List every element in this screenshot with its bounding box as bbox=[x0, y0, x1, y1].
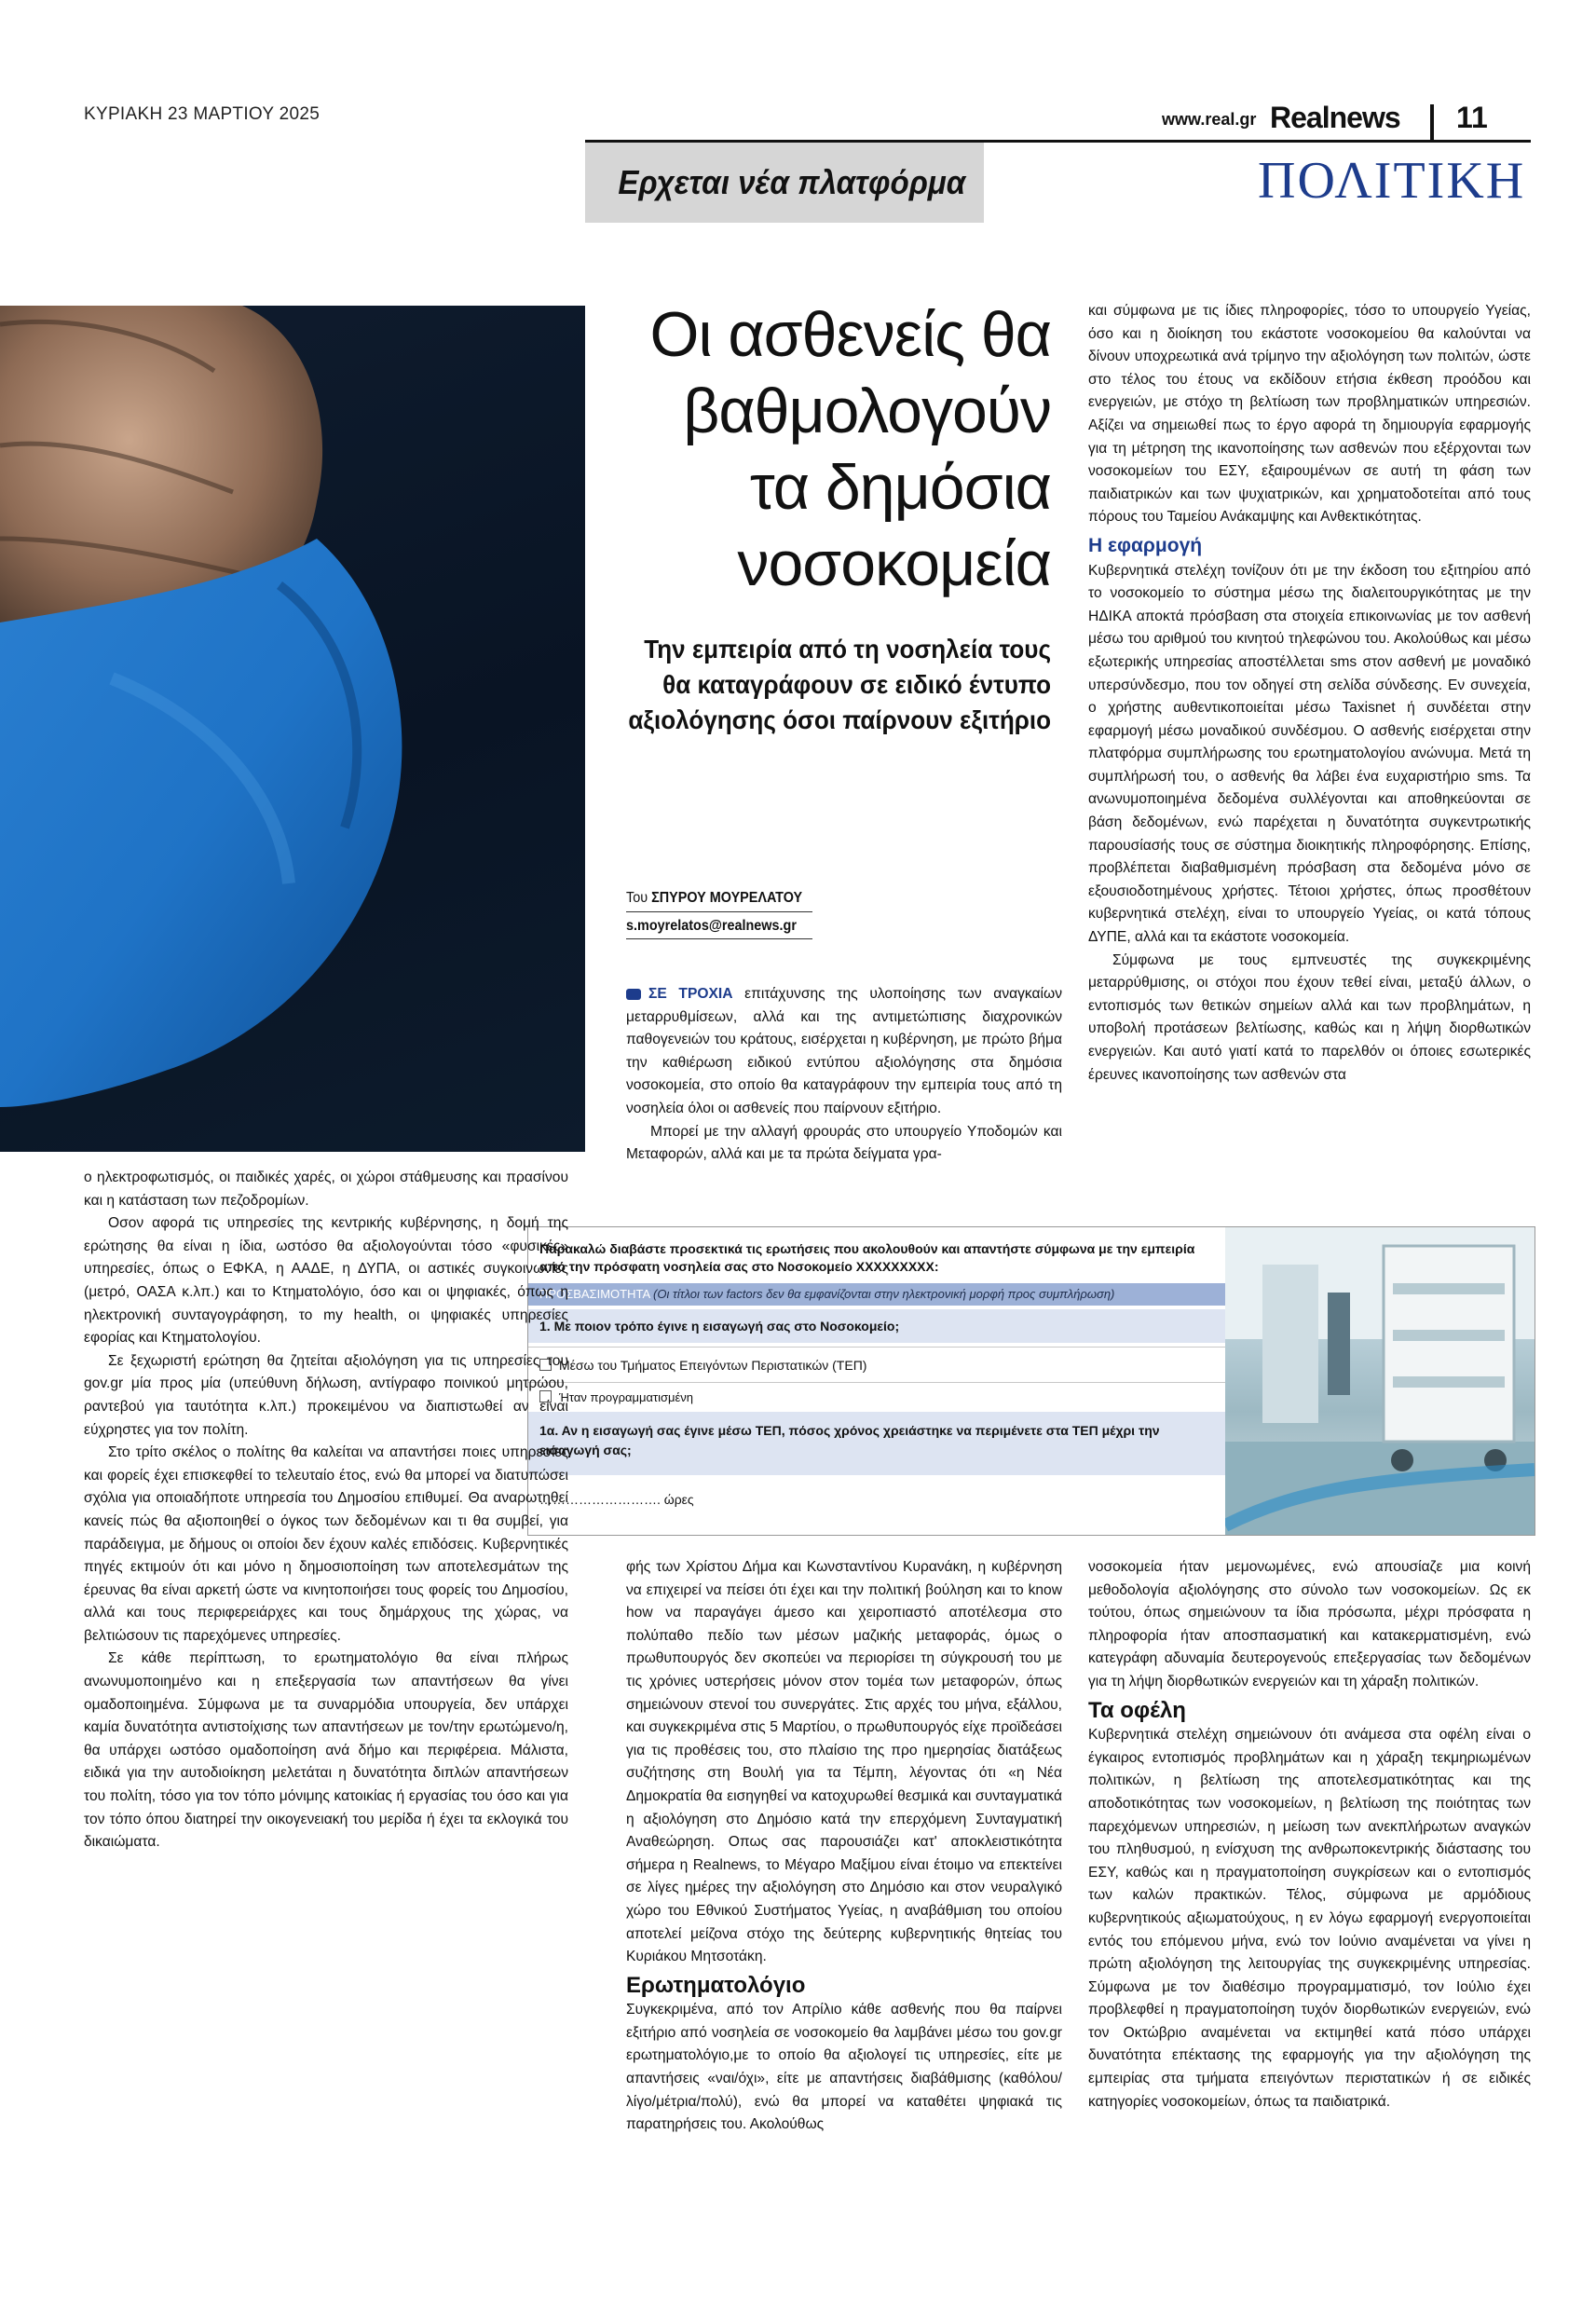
option-label: Ήταν προγραμματισμένη bbox=[559, 1390, 694, 1404]
questionnaire-sample bbox=[527, 1226, 1535, 1536]
form-option[interactable] bbox=[528, 1386, 1225, 1412]
subhead-line: θα καταγράφουν σε ειδικό έντυπο bbox=[662, 670, 1051, 699]
lead-text: επιτάχυνσης της υλοποίησης των αναγκαίων μεταρρυθμίσεων, αλλά και της αντιμετώπισης διαχρονικών παθογενειών του κράτους, εισέρχεται η κυβέρνηση, με πρώτο βήμα την καθιέρωση ειδικού εντύπου αξιολόγησης στα δημόσια νοσοκομεία, στο οποίο θα καταγράφουν την εμπειρία τους από τη νοσηλεία όλοι οι ασθενείς που παίρνουν εξιτήριο. bbox=[626, 986, 1062, 1116]
paragraph: Κυβερνητικά στελέχη τονίζουν ότι με την έκδοση του εξιτηρίου από το νοσοκομείο το σύστημα μέσω της διαλειτουργικότητας με την ΗΔΙΚΑ αποκτά πρόσβαση στα στοιχεία επικοινωνίας με τον ασθενή μέσω του αριθμού του κινητού τηλεφώνου του. Ακολούθως και μέσω εξωτερικής υπηρεσίας αποστέλλεται sms στον ασθενή με μοναδικό υπερσύνδεσμο, που τον οδηγεί στη σελίδα σύνδεσης. Εν συνεχεία, ο χρήστης αυθεντικοποιείται μέσω Taxisnet ή συνδέεται στην εφαρμογή μέσω μοναδικού συνδέσμου. Ο ασθενής εισέρχεται στην πλατφόρμα συμπλήρωσης του ερωτηματολογίου ανώνυμα. Μετά τη συμπλήρωσή του, ο ασθενής θα λάβει ένα ευχαριστήριο sms. Τα ανωνυμοποιημένα δεδομένα συλλέγονται και αποθηκεύονται σε βάση δεδομένων, ενώ παρέχεται η δυνατότητα συγκεντρωτικής παρουσίασής τους σε σύστημα διοικητικής πληροφόρησης. Επίσης, προβλέπεται διαβαθμισμένη πρόσβαση στα δεδομένα μόνο σε εξουσιοδοτημένους χρήστες. Τέτοιοι χρήστες, όπως προσθέτουν κυβερνητικά στελέχη, είναι το υπουργείο Υγείας, οι κατά τόπους ΔΥΠΕ, αλλά και τα εκάστοτε νοσοκομεία. bbox=[1088, 562, 1531, 946]
paragraph: Σύμφωνα με τους εμπνευστές της συγκεκριμένης μεταρρύθμισης, οι στόχοι που έχουν τεθεί είναι, μεταξύ άλλων, ο εντοπισμός των θετικών σημείων αλλά και των προβλημάτων, η υποβολή προτάσεων βελτίωσης, καθώς και η λήψη διορθωτικών ενεργειών. Και αυτό γιατί κατά το παρελθόν οι όποιες εσωτερικές έρευνες ικανοποίησης των ασθενών στα bbox=[1088, 951, 1531, 1083]
paragraph: Μπορεί με την αλλαγή φρουράς στο υπουργείο Υποδομών και Μεταφορών, αλλά και με τα πρώτα δείγματα γρα- bbox=[626, 1123, 1062, 1163]
topic-banner bbox=[585, 143, 984, 223]
form-question-1: 1. Με ποιον τρόπο έγινε η εισαγωγή σας στο Νοσοκομείο; bbox=[528, 1309, 1225, 1343]
accessibility-note: (Οι τίτλοι των factors δεν θα εμφανίζονται στην ηλεκτρονική μορφή προς συμπλήρωση) bbox=[653, 1287, 1115, 1301]
hospital-corridor-photo bbox=[1225, 1227, 1535, 1535]
subhead-line: αξιολόγησης όσοι παίρνουν εξιτήριο bbox=[628, 705, 1051, 734]
paragraph: Σε ξεχωριστή ερώτηση θα ζητείται αξιολόγηση για τις υπηρεσίες του gov.gr μία προς μία (υπεύθυνη δήλωση, αντίγραφο ποινικού μητρώου, ραντεβού για ταυτότητα κ.λπ.) προκειμένου να διαπιστωθεί αν είναι εύχρηστες για τον πολίτη. bbox=[84, 1352, 568, 1438]
subheading-app: Η εφαρμογή bbox=[1088, 534, 1203, 556]
option-label: Μέσω του Τμήματος Επειγόντων Περιστατικών (ΤΕΠ) bbox=[559, 1358, 867, 1373]
hospital-illustration bbox=[1225, 1227, 1535, 1535]
headline-line: τα δημόσια bbox=[749, 452, 1051, 523]
paragraph: Στο τρίτο σκέλος ο πολίτης θα καλείται να απαντήσει ποιες υπηρεσίες και φορείς έχει επισκεφθεί το τελευταίο έτος, ενώ θα μπορεί να διατυπώσει σχόλια για οποιαδήποτε υπηρεσία του Δημοσίου επιθυμεί. Θα αναρωτηθεί κανείς πώς θα αξιοποιηθεί ο όγκος των δεδομένων και τι θα συμβεί, για παράδειγμα, με δήμους οι οποίοι δεν έχουν καλές επιδόσεις. Κυβερνητικές πηγές εκτιμούν ότι και μόνο η δημοσιοποίηση των αποτελεσμάτων της έρευνας θα είναι αρκετή ώστε να κινητοποιήσει τους φορείς του Δημοσίου, αλλά και τους περιφερειάρχες και τους δημάρχους της χώρας, να βελτιώσουν τις παρεχόμενες υπηρεσίες. bbox=[84, 1444, 568, 1644]
paragraph: Συγκεκριμένα, από τον Απρίλιο κάθε ασθενής που θα παίρνει εξιτήριο από νοσηλεία σε νοσοκομείο θα λαμβάνει μέσω του gov.gr ερωτηματολόγιο,με το οποίο θα αξιολογεί τις υπηρεσίες, είτε με απαντήσεις «ναι/όχι», είτε με απαντήσεις διαβάθμισης (καθόλου/λίγο/μέτρια/πολύ), ενώ θα μπορεί να καταθέτει ψηφιακά τις παρατηρήσεις του. Ακολούθως bbox=[626, 2002, 1062, 2133]
byline-rule bbox=[626, 938, 812, 939]
subhead-line: Την εμπειρία από τη νοσηλεία τους bbox=[644, 635, 1051, 664]
headline-line: νοσοκομεία bbox=[737, 528, 1051, 599]
byline-prefix: Του bbox=[626, 890, 648, 906]
article-column-right-top bbox=[1088, 300, 1531, 1087]
form-answer-hours[interactable]: ………………………. ώρες bbox=[539, 1492, 694, 1507]
form-divider bbox=[528, 1382, 1225, 1383]
form-accessibility-row bbox=[528, 1283, 1225, 1306]
paragraph: ο ηλεκτροφωτισμός, οι παιδικές χαρές, οι χώροι στάθμευσης και πρασίνου και η κατάσταση των πεζοδρομίων. bbox=[84, 1170, 568, 1209]
site-url[interactable]: www.real.gr bbox=[1162, 110, 1257, 129]
article-column-middle-bottom bbox=[626, 1556, 1062, 2137]
article-column-right-bottom bbox=[1088, 1556, 1531, 2114]
page-number: 11 bbox=[1456, 101, 1488, 134]
form-option[interactable] bbox=[528, 1352, 1225, 1380]
paragraph: Σε κάθε περίπτωση, το ερωτηματολόγιο θα είναι πλήρως ανωνυμοποιημένο και η επεξεργασία των απαντήσεων θα γίνει ομαδοποιημένα. Σύμφωνα με τα συναρμόδια υπουργεία, δεν υπάρχει καμία δυνατότητα αντιστοίχισης των απαντήσεων με τον/την ερωτώμενο/η, θα υπάρχει ωστόσο ομαδοποίηση ανά δήμο και περιφέρεια. Μάλιστα, ειδικά για την αυτοδιοίκηση μελετάται η δυνατότητα διπλών απαντήσεων του πολίτη, τόσο για τον τόπο μόνιμης κατοικίας ή εργασίας του όσο και για τον τόπο όπου διατηρεί την οικογενειακή του μερίδα ή έχει τα εκλογικά του δικαιώματα. bbox=[84, 1650, 568, 1851]
accessibility-label: ΠΡΟΣΒΑΣΙΜΟΤΗΤΑ bbox=[539, 1287, 650, 1301]
paragraph: και σύμφωνα με τις ίδιες πληροφορίες, τόσο το υπουργείο Υγείας, όσο και η διοίκηση του εκάστοτε νοσοκομείου θα καλούνται να δίνουν υποχρεωτικά ανά τρίμηνο την αξιολόγηση των πολιτών, ώστε στο τέλος του έτους να εκδίδουν ετήσια έκθεση προόδου και ενεργειών, με στόχο τη βελτίωση των προβληματικών υπηρεσιών. Αξίζει να σημειωθεί πως το έργο αφορά τη δημιουργία εφαρμογής για τη μέτρηση της ικανοποίησης των ασθενών που εξέρχονται των νοσοκομείων του ΕΣΥ, εξαιρουμένων σε αυτή τη φάση των παιδιατρικών και των ψυχιατρικών, και χρηματοδοτείται από τους πόρους του Ταμείου Ανάκαμψης και Ανθεκτικότητας. bbox=[1088, 303, 1531, 526]
article-headline bbox=[596, 296, 1051, 602]
subheading-questionnaire: Ερωτηματολόγιο bbox=[626, 1972, 806, 1998]
section-title: ΠΟΛΙΤΙΚΗ bbox=[1258, 152, 1526, 210]
brand-logo: Realnews bbox=[1270, 101, 1400, 134]
form-question-1a: 1α. Αν η εισαγωγή σας έγινε μέσω ΤΕΠ, πόσος χρόνος χρειάστηκε να περιμένετε στα ΤΕΠ μέχρι την εισαγωγή σας; bbox=[528, 1412, 1225, 1475]
article-photo bbox=[0, 306, 585, 1152]
subheading-benefits: Τα οφέλη bbox=[1088, 1697, 1186, 1723]
lead-paragraph bbox=[626, 983, 1062, 1121]
paragraph: νοσοκομεία ήταν μεμονωμένες, ενώ απουσίαζε μια κοινή μεθοδολογία αξιολόγησης στο σύνολο των νοσοκομείων. Ως εκ τούτου, όπως σημειώνουν τα ίδια πρόσωπα, μέχρι πρόσφατα η πληροφορία ήταν αποσπασματική και κατακερματισμένη, ενώ κατεγράφη αδυναμία δευτερογενούς επεξεργασίας των δεδομένων για τη λήψη διορθωτικών ενεργειών και τη χάραξη πολιτικών. bbox=[1088, 1559, 1531, 1690]
author-email[interactable]: s.moyrelatos@realnews.gr bbox=[626, 918, 797, 934]
headline-line: Οι ασθενείς θα bbox=[649, 299, 1051, 370]
paragraph: Οσον αφορά τις υπηρεσίες της κεντρικής κυβέρνησης, η δομή της ερώτησης θα είναι η ίδια, ωστόσο θα αξιολογούνται τόσο «φυσικές» υπηρεσίες, όπως ο ΕΦΚΑ, η ΑΑΔΕ, η ΔΥΠΑ, οι αστικές συγκοινωνίες (μετρό, ΟΑΣΑ κ.λπ.) και το Κτηματολόγιο, όσο και οι ψηφιακές, όπως η ηλεκτρονική συνταγογράφηση, το my health, οι ψηφιακές υπηρεσίες εφορίας και Κτηματολογίου. bbox=[84, 1215, 568, 1347]
brand-divider bbox=[1430, 104, 1434, 140]
form-intro: Παρακαλώ διαβάστε προσεκτικά τις ερωτήσεις που ακολουθούν και απαντήστε σύμφωνα με την εμπειρία από την πρόσφατη νοσηλεία σας στο Νοσοκομείο ΧΧΧΧΧΧΧΧΧ: bbox=[539, 1241, 1195, 1274]
article-subhead bbox=[628, 632, 1051, 738]
topic-banner-text: Ερχεται νέα πλατφόρμα bbox=[618, 163, 965, 201]
byline-rule bbox=[626, 911, 812, 912]
article-column-left bbox=[84, 1167, 568, 1854]
headline-line: βαθμολογούν bbox=[683, 376, 1051, 446]
byline bbox=[626, 890, 802, 907]
author-name: ΣΠΥΡΟΥ ΜΟΥΡΕΛΑΤΟΥ bbox=[651, 890, 803, 906]
paragraph: Κυβερνητικά στελέχη σημειώνουν ότι ανάμεσα στα οφέλη είναι ο έγκαιρος εντοπισμός προβλημάτων και η χάραξη τεκμηριωμένων πολιτικών, η βελτίωση της αποτελεσματικότητας και της αποδοτικότητας των νοσοκομείων, η βελτίωση της ποιότητας των παρεχόμενων υπηρεσιών, η μείωση των ανεκπλήρωτων αναγκών του πληθυσμού, η ενίσχυση της ανθρωποκεντρικής διάστασης του ΕΣΥ, καθώς και η πραγματοποίηση συγκρίσεων και ο εντοπισμός των καλών πρακτικών. Τέλος, σύμφωνα με αρμόδιους κυβερνητικούς αξιωματούχους, η εν λόγω εφαρμογή ενεργοποιείται εντός του επόμενου μήνα, ενώ τον Ιούνιο αναμένεται να γίνει η πρώτη αξιολόγηση της λειτουργίας της συγκεκριμένης υπηρεσίας. Σύμφωνα με τον διαθέσιμο προγραμματισμό, τον Ιούλιο έχει προβλεφθεί η πραγματοποίηση τυχόν διορθωτικών ενεργειών, ενώ τον Οκτώβριο αναμένεται να εκτιμηθεί κατά πόσο υπάρχει δυνατότητα επέκτασης της εφαρμογής για την αξιολόγηση της εμπειρίας στα τμήματα επειγόντων περιστατικών ή σε ειδικές κατηγορίες νοσοκομείων, όπως τα παιδιατρικά. bbox=[1088, 1727, 1531, 2110]
paragraph: φής των Χρίστου Δήμα και Κωνσταντίνου Κυρανάκη, η κυβέρνηση να επιχειρεί να πείσει ότι έχει και την πολιτική βούληση και το know how να παραγάγει άμεσο και χειροπιαστό αποτέλεσμα στο πολύπαθο πεδίο των μέσων μαζικής μεταφοράς, όμως ο πρωθυπουργός δεν σκοπεύει να περιορίσει τη σύγκρουσή του με τις χρόνιες υστερήσεις μόνον στον τομέα των μεταφορών, όπως σημειώνουν στενοί του συνεργάτες. Στις αρχές του μήνα, εξάλλου, και συγκεκριμένα στις 5 Μαρτίου, ο πρωθυπουργός είχε προϊδεάσει για τις προθέσεις του, στο πλαίσιο της προ ημερησίας διατάξεως συζήτησης στη Βουλή για τα Τέμπη, λέγοντας ότι «η Νέα Δημοκρατία θα εισηγηθεί να κατοχυρωθεί θεσμικά και συνταγματικά η αξιολόγηση στο Δημόσιο κατά την επερχόμενη Συνταγματική Αναθεώρηση. Οπως σας παρουσιάζει κατ' αποκλειστικότητα σήμερα η Realnews, το Μέγαρο Μαξίμου είναι έτοιμο να επεκτείνει σε λίγες ημέρες την αξιολόγηση στο Δημόσιο και στον νευραλγικό χώρο του Εθνικού Συστήματος Υγείας, η αναβάθμιση του οποίου αποτελεί μείζονα στόχο της δεύτερης κυβερνητικής θητείας του Κυριάκου Μητσοτάκη. bbox=[626, 1559, 1062, 1965]
issue-date: ΚΥΡΙΑΚΗ 23 ΜΑΡΤΙΟΥ 2025 bbox=[84, 104, 321, 124]
lead-word: ΣΕ ΤΡΟΧΙΑ bbox=[648, 986, 733, 1002]
form-divider bbox=[528, 1347, 1225, 1348]
article-column-middle-top bbox=[626, 983, 1062, 1167]
lead-marker-icon bbox=[626, 989, 641, 1000]
fist-illustration bbox=[0, 306, 585, 1152]
